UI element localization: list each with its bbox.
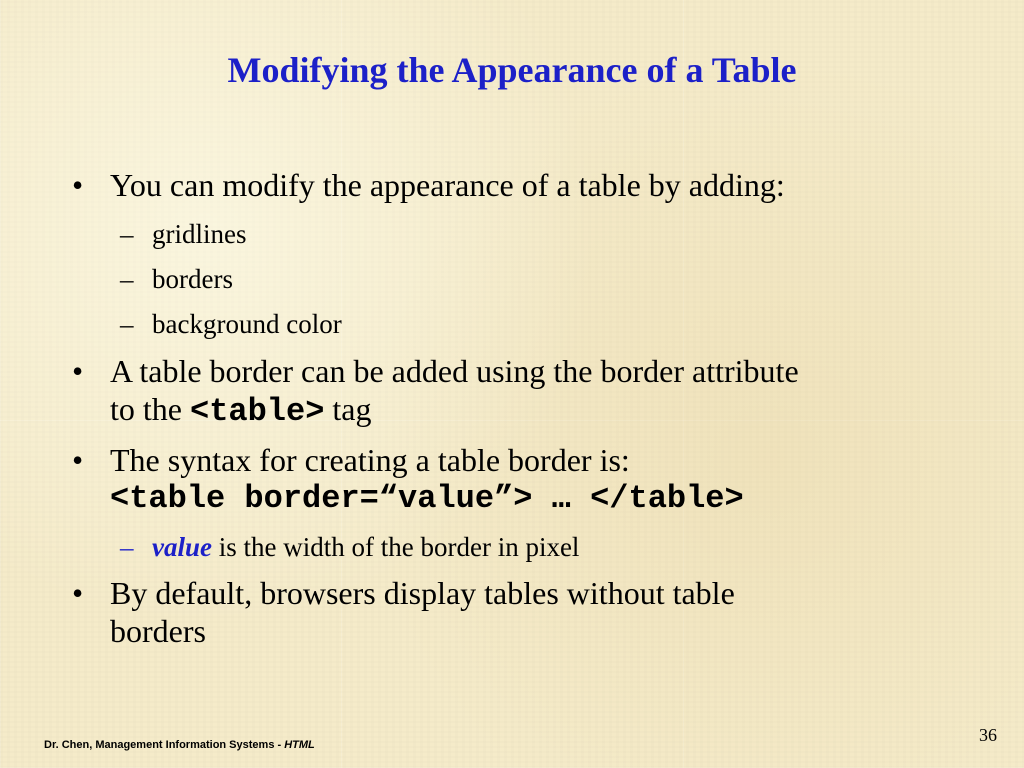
bullet-item [0,166,1024,204]
dash-marker: – [120,532,134,562]
slide-title: Modifying the Appearance of a Table [227,50,797,90]
dash-marker: – [120,264,134,294]
dash-marker: – [120,309,134,339]
sub-bullet-text [152,531,579,563]
sub-bullet-rest: is the width of the border in pixel [212,532,580,562]
bullet-item [0,574,1024,650]
sub-bullet-text: background color [152,309,342,339]
bullet-item [0,441,1024,517]
bullet-text: A table border can be added using the border attribute [110,353,799,389]
dash-marker: – [120,219,134,249]
table-tag-code: <table> [189,393,325,430]
sub-bullet-text: gridlines [152,219,247,249]
bullet-text-prefix: to the [110,391,190,427]
bullet-text: By default, browsers display tables without table [110,575,735,611]
bullet-item [0,352,1024,428]
footer-text: Dr. Chen, Management Information Systems - [44,739,285,751]
bullet-marker: • [72,575,84,611]
bullet-marker: • [72,353,84,389]
sub-bullet-item [0,218,1024,250]
bullet-marker: • [72,442,84,478]
slide-footer [44,739,315,751]
bullet-text-line2: borders [110,613,206,649]
footer-topic: HTML [284,739,315,751]
bullet-text-line2 [110,390,372,431]
sub-bullet-item [0,263,1024,295]
sub-bullet-item [0,308,1024,340]
syntax-code: <table border=“value”> … </table> [110,480,744,517]
sub-bullet-text: borders [152,264,233,294]
bullet-marker: • [72,167,84,203]
sub-bullet-item [0,531,1024,563]
bullet-text-suffix: tag [324,391,372,427]
value-emphasis: value [152,532,212,562]
bullet-text: You can modify the appearance of a table by adding: [110,167,785,203]
page-number: 36 [979,725,997,745]
bullet-text: The syntax for creating a table border is: [110,442,630,478]
